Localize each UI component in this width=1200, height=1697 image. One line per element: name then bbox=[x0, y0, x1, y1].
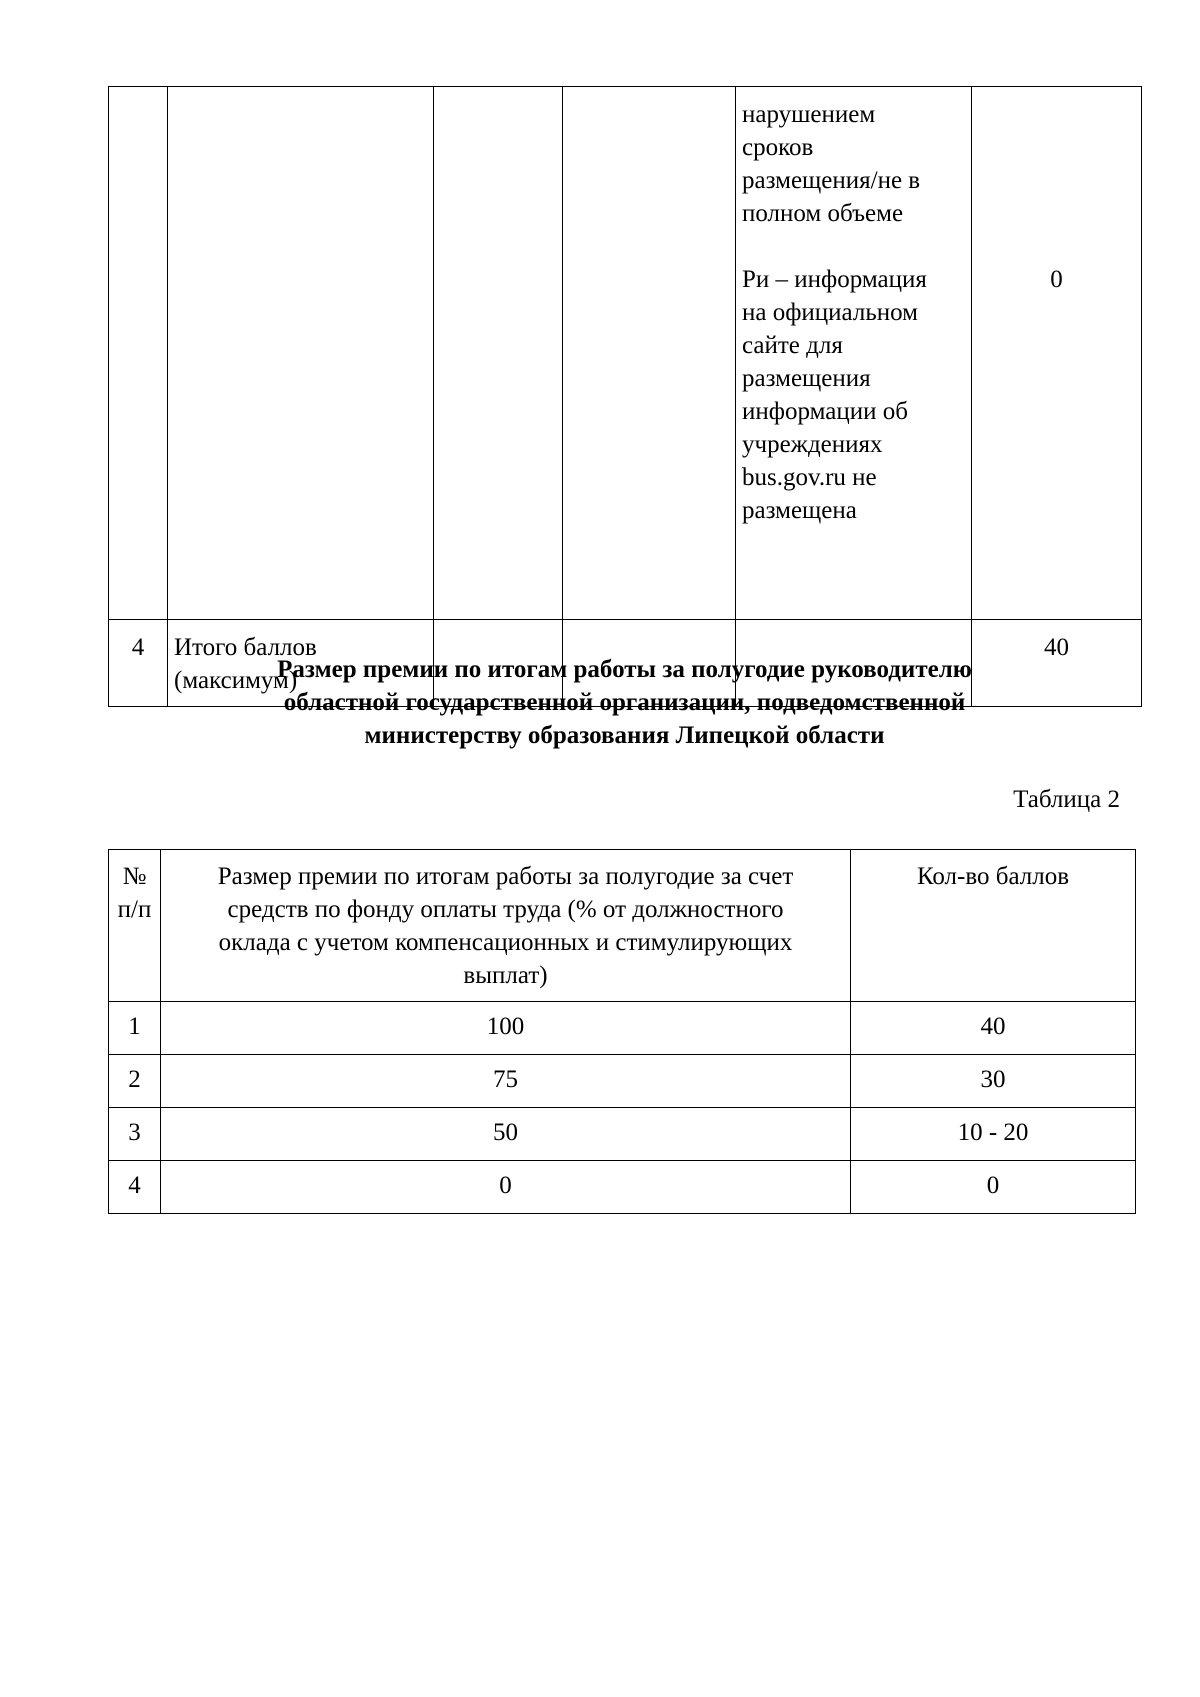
header-bonus bbox=[161, 850, 851, 1002]
cell-empty bbox=[434, 87, 563, 620]
header-line: № bbox=[122, 863, 147, 890]
cell-number: 4 bbox=[109, 620, 168, 707]
table-label: Таблица 2 bbox=[1013, 786, 1120, 813]
criteria-table-continuation bbox=[108, 86, 1142, 707]
cell-score bbox=[972, 87, 1142, 620]
criteria-line: учреждениях bbox=[742, 431, 883, 458]
table-row bbox=[109, 1108, 1136, 1161]
criteria-line: нарушением bbox=[742, 101, 876, 128]
table-row bbox=[109, 1002, 1136, 1055]
spacer bbox=[978, 164, 1135, 197]
cell-total-score: 40 bbox=[972, 620, 1142, 707]
criteria-line: полном объеме bbox=[742, 200, 904, 227]
section-heading bbox=[108, 653, 1141, 752]
spacer bbox=[978, 197, 1135, 230]
header-number bbox=[109, 850, 161, 1002]
cell-bonus: 50 bbox=[161, 1108, 851, 1161]
total-label-line: Итого баллов bbox=[174, 634, 317, 661]
total-label-line: (максимум) bbox=[174, 667, 298, 694]
heading-line: министерству образования Липецкой области bbox=[364, 722, 885, 749]
cell-indicator bbox=[168, 87, 434, 620]
table-row bbox=[109, 1055, 1136, 1108]
criteria-line: на официальном bbox=[742, 299, 918, 326]
heading-line: Размер премии по итогам работы за полугодие руководителю bbox=[277, 656, 972, 683]
cell-bonus: 0 bbox=[161, 1161, 851, 1214]
cell-points: 40 bbox=[851, 1002, 1136, 1055]
criteria-line: размещения bbox=[742, 365, 871, 392]
table-header-row bbox=[109, 850, 1136, 1002]
header-line: оклада с учетом компенсационных и стимулирующих bbox=[218, 929, 793, 956]
cell-points: 10 - 20 bbox=[851, 1108, 1136, 1161]
cell-criteria bbox=[736, 87, 972, 620]
header-line: п/п bbox=[117, 896, 152, 923]
criteria-line: Ри – информация bbox=[742, 266, 927, 293]
criteria-line: размещена bbox=[742, 497, 857, 524]
header-line: Размер премии по итогам работы за полугодие за счет bbox=[217, 863, 794, 890]
cell-number: 1 bbox=[109, 1002, 161, 1055]
criteria-line: сроков bbox=[742, 134, 814, 161]
cell-bonus: 100 bbox=[161, 1002, 851, 1055]
score-value: 0 bbox=[1050, 266, 1063, 293]
table-row bbox=[109, 1161, 1136, 1214]
header-line: средств по фонду оплаты труда (% от должностного bbox=[227, 896, 784, 923]
cell-points: 0 bbox=[851, 1161, 1136, 1214]
cell-number: 3 bbox=[109, 1108, 161, 1161]
criteria-line: размещения/не в bbox=[742, 167, 921, 194]
cell-number bbox=[109, 87, 168, 620]
heading-line: областной государственной организации, подведомственной bbox=[283, 689, 966, 716]
criteria-line: сайте для bbox=[742, 332, 843, 359]
cell-number: 4 bbox=[109, 1161, 161, 1214]
table-row bbox=[109, 87, 1142, 620]
cell-points: 30 bbox=[851, 1055, 1136, 1108]
header-points: Кол-во баллов bbox=[851, 850, 1136, 1002]
criteria-line: bus.gov.ru не bbox=[742, 464, 877, 491]
spacer bbox=[978, 131, 1135, 164]
header-line: выплат) bbox=[463, 962, 548, 989]
cell-empty bbox=[563, 87, 736, 620]
cell-number: 2 bbox=[109, 1055, 161, 1108]
spacer bbox=[978, 230, 1135, 263]
cell-bonus: 75 bbox=[161, 1055, 851, 1108]
bonus-table bbox=[108, 849, 1136, 1214]
paragraph-gap bbox=[742, 230, 965, 263]
spacer bbox=[978, 98, 1135, 131]
criteria-line: информации об bbox=[742, 398, 908, 425]
